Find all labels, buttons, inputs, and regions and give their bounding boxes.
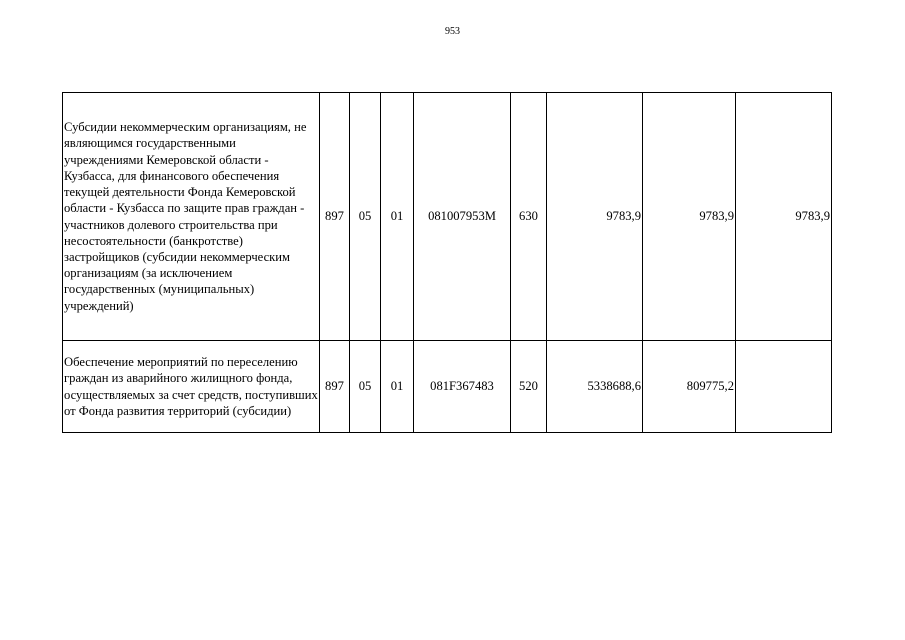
target-item-code: 081007953M [414, 93, 511, 341]
row-description: Субсидии некоммерческим организациям, не являющимся государственными учреждениями Кемеровской области - Кузбасса, для финансового обеспечения текущей деятельности Фонда Кемеровской области - Кузбасса по защите прав граждан - участников долевого строительства при несостоятельности (банкротстве) застройщиков (субсидии некоммерческим организациям (за исключением государственных (муниципальных) учреждений) [63, 93, 320, 341]
amount-year-1: 5338688,6 [547, 341, 643, 433]
subsection-code: 01 [381, 341, 414, 433]
table-row [63, 93, 832, 341]
target-item-code: 081F367483 [414, 341, 511, 433]
amount-year-3 [736, 341, 832, 433]
subsection-code: 01 [381, 93, 414, 341]
table-row [63, 341, 832, 433]
amount-year-3: 9783,9 [736, 93, 832, 341]
section-code: 05 [350, 341, 381, 433]
expense-type-code: 520 [511, 341, 547, 433]
section-code: 05 [350, 93, 381, 341]
budget-table [62, 92, 832, 433]
amount-year-1: 9783,9 [547, 93, 643, 341]
amount-year-2: 809775,2 [643, 341, 736, 433]
ministry-code: 897 [320, 93, 350, 341]
expense-type-code: 630 [511, 93, 547, 341]
page-number: 953 [445, 26, 460, 37]
amount-year-2: 9783,9 [643, 93, 736, 341]
ministry-code: 897 [320, 341, 350, 433]
row-description: Обеспечение мероприятий по переселению граждан из аварийного жилищного фонда, осуществляемых за счет средств, поступивших от Фонда развития территорий (субсидии) [63, 341, 320, 433]
